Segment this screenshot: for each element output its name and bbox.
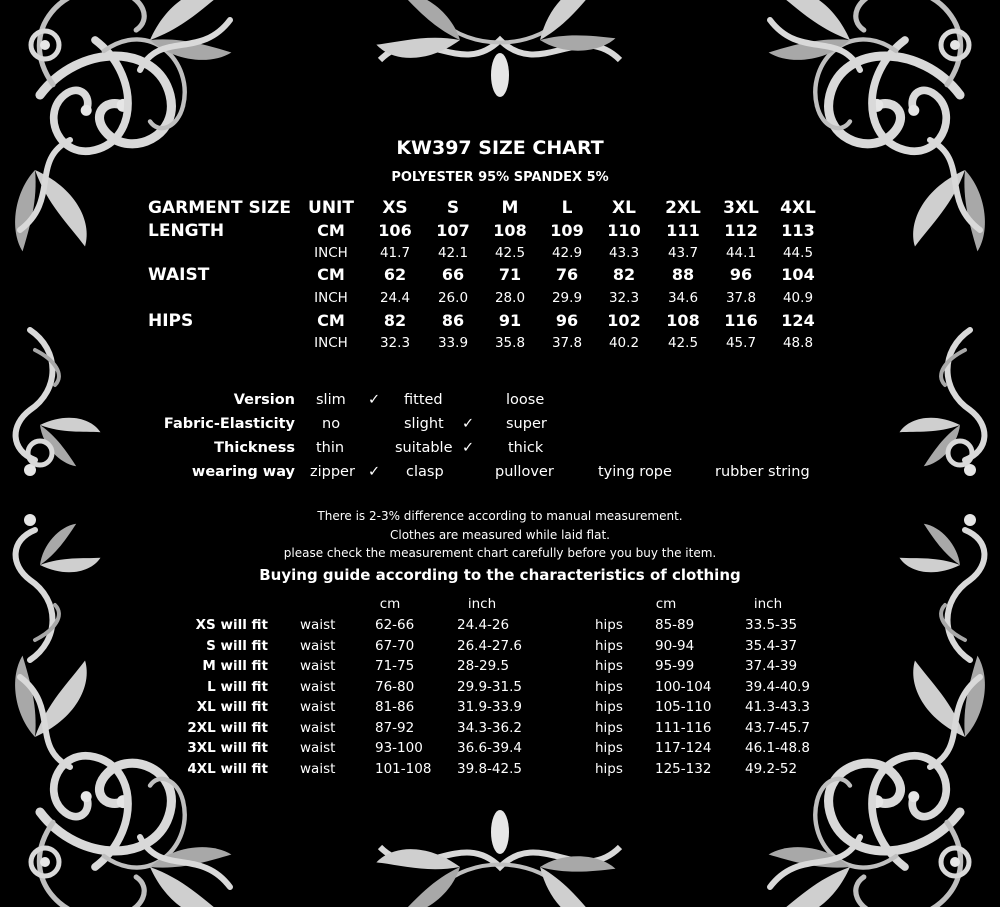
guide-header-inch: inch (467, 596, 497, 612)
guide-waist-cm: 76-80 (375, 678, 415, 695)
guide-waist-cm: 67-70 (375, 637, 415, 654)
inch-value: 42.5 (667, 335, 699, 351)
guide-part-waist: waist (300, 760, 336, 777)
guide-part-waist: waist (300, 740, 336, 756)
note-line: please check the measurement chart carefully before you buy the item. (283, 546, 717, 560)
cm-value: 113 (781, 221, 815, 240)
cm-value: 102 (607, 311, 641, 330)
guide-part-hips: hips (595, 719, 623, 736)
inch-value: 48.8 (782, 335, 814, 351)
guide-hips-inch: 49.2-52 (745, 760, 798, 777)
unit-inch: INCH (314, 335, 348, 351)
guide-part-waist: waist (300, 678, 336, 695)
guide-fit-label: 2XL will fit (187, 719, 268, 736)
characteristic-option: pullover (495, 464, 554, 480)
characteristic-option: suitable (395, 440, 453, 456)
header-size: L (561, 198, 573, 218)
inch-value: 42.1 (437, 245, 469, 261)
guide-part-hips: hips (595, 678, 623, 695)
guide-fit-label: L will fit (207, 678, 268, 695)
characteristic-label: Thickness (214, 440, 295, 456)
inch-value: 26.0 (437, 290, 469, 306)
characteristic-label: wearing way (191, 464, 295, 480)
guide-fit-label: XL will fit (196, 699, 268, 715)
characteristic-label: Version (233, 392, 295, 408)
material-label: POLYESTER 95% SPANDEX 5% (391, 170, 609, 185)
header-size: XS (382, 198, 408, 218)
guide-part-hips: hips (595, 637, 623, 654)
header-size: 3XL (723, 198, 759, 218)
guide-part-waist: waist (300, 719, 336, 736)
cm-value: 110 (607, 221, 641, 240)
inch-value: 33.9 (437, 335, 469, 351)
guide-hips-inch: 35.4-37 (745, 637, 798, 654)
measurement-label: HIPS (148, 311, 194, 331)
inch-value: 43.7 (667, 245, 699, 261)
cm-value: 116 (724, 311, 758, 330)
cm-value: 96 (555, 311, 579, 330)
cm-value: 106 (378, 221, 412, 240)
inch-value: 34.6 (667, 290, 699, 306)
checkmark-icon: ✓ (462, 440, 475, 456)
guide-hips-inch: 39.4-40.9 (745, 678, 810, 695)
guide-hips-cm: 95-99 (655, 658, 695, 674)
inch-value: 43.3 (608, 245, 640, 261)
characteristic-option: zipper (310, 464, 355, 480)
inch-value: 44.5 (782, 245, 814, 261)
cm-value: 82 (612, 265, 636, 284)
checkmark-icon: ✓ (368, 464, 381, 480)
unit-inch: INCH (314, 290, 348, 306)
cm-value: 104 (781, 265, 815, 284)
cm-value: 66 (441, 265, 465, 284)
buying-guide-title: Buying guide according to the characteristics of clothing (259, 566, 741, 584)
cm-value: 96 (729, 265, 753, 284)
guide-waist-inch: 31.9-33.9 (457, 699, 522, 715)
header-size: XL (612, 198, 636, 218)
guide-waist-cm: 101-108 (375, 760, 432, 777)
unit-cm: CM (317, 311, 345, 330)
inch-value: 32.3 (379, 335, 411, 351)
measurement-label: WAIST (148, 265, 210, 285)
guide-header-inch: inch (753, 596, 783, 612)
characteristic-option: rubber string (715, 464, 810, 480)
guide-hips-cm: 111-116 (655, 719, 712, 736)
unit-cm: CM (317, 221, 345, 240)
guide-part-hips: hips (595, 740, 623, 756)
header-size: S (446, 198, 460, 218)
characteristic-option: tying rope (598, 464, 672, 480)
guide-hips-cm: 105-110 (655, 699, 712, 715)
inch-value: 35.8 (494, 335, 526, 351)
guide-waist-inch: 39.8-42.5 (457, 760, 522, 777)
guide-waist-cm: 93-100 (375, 740, 423, 756)
guide-waist-cm: 81-86 (375, 699, 415, 715)
cm-value: 112 (724, 221, 758, 240)
guide-hips-cm: 117-124 (655, 740, 712, 756)
characteristic-option: clasp (406, 464, 444, 480)
cm-value: 111 (666, 221, 700, 240)
cm-value: 108 (493, 221, 527, 240)
guide-hips-inch: 37.4-39 (745, 658, 798, 674)
characteristic-option: loose (506, 392, 545, 408)
inch-value: 45.7 (725, 335, 757, 351)
guide-fit-label: S will fit (206, 637, 268, 654)
inch-value: 24.4 (379, 290, 411, 306)
inch-value: 42.5 (494, 245, 526, 261)
characteristic-option: no (322, 416, 341, 432)
guide-waist-inch: 28-29.5 (457, 658, 510, 674)
header-unit: UNIT (308, 198, 354, 218)
guide-waist-inch: 36.6-39.4 (457, 740, 522, 756)
characteristic-option: slight (404, 416, 444, 432)
guide-hips-cm: 125-132 (655, 760, 712, 777)
inch-value: 42.9 (551, 245, 583, 261)
header-garment-size: GARMENT SIZE (148, 198, 291, 218)
inch-value: 37.8 (725, 290, 757, 306)
guide-hips-inch: 33.5-35 (745, 617, 798, 633)
inch-value: 29.9 (551, 290, 583, 306)
cm-value: 88 (671, 265, 695, 284)
inch-value: 44.1 (725, 245, 757, 261)
inch-value: 41.7 (379, 245, 411, 261)
guide-hips-inch: 43.7-45.7 (745, 719, 810, 736)
unit-inch: INCH (314, 245, 348, 261)
guide-hips-inch: 41.3-43.3 (745, 699, 810, 715)
guide-part-waist: waist (300, 617, 336, 633)
guide-header-cm: cm (379, 596, 401, 612)
characteristic-option: super (506, 416, 547, 432)
cm-value: 86 (441, 311, 465, 330)
cm-value: 82 (383, 311, 407, 330)
checkmark-icon: ✓ (368, 392, 381, 408)
inch-value: 28.0 (494, 290, 526, 306)
note-line: Clothes are measured while laid flat. (390, 528, 610, 542)
cm-value: 62 (383, 265, 407, 284)
guide-part-waist: waist (300, 658, 336, 674)
cm-value: 91 (498, 311, 522, 330)
cm-value: 71 (498, 265, 522, 284)
guide-waist-cm: 87-92 (375, 719, 415, 736)
inch-value: 40.2 (608, 335, 640, 351)
cm-value: 124 (781, 311, 815, 330)
guide-hips-cm: 85-89 (655, 617, 695, 633)
guide-fit-label: 3XL will fit (187, 740, 268, 756)
guide-hips-cm: 100-104 (655, 678, 712, 695)
inch-value: 40.9 (782, 290, 814, 306)
guide-waist-cm: 62-66 (375, 617, 415, 633)
chart-title: KW397 SIZE CHART (396, 137, 604, 159)
guide-part-hips: hips (595, 658, 623, 674)
cm-value: 108 (666, 311, 700, 330)
guide-part-hips: hips (595, 699, 623, 715)
guide-part-waist: waist (300, 699, 336, 715)
guide-hips-cm: 90-94 (655, 637, 695, 654)
guide-fit-label: 4XL will fit (187, 760, 268, 777)
guide-waist-cm: 71-75 (375, 658, 415, 674)
guide-waist-inch: 34.3-36.2 (457, 719, 522, 736)
guide-part-hips: hips (595, 760, 623, 777)
guide-waist-inch: 24.4-26 (457, 617, 510, 633)
cm-value: 76 (555, 265, 579, 284)
inch-value: 37.8 (551, 335, 583, 351)
guide-fit-label: XS will fit (195, 617, 268, 633)
guide-fit-label: M will fit (202, 658, 268, 674)
guide-part-waist: waist (300, 637, 336, 654)
guide-hips-inch: 46.1-48.8 (745, 740, 810, 756)
inch-value: 32.3 (608, 290, 640, 306)
characteristic-label: Fabric-Elasticity (163, 416, 295, 432)
checkmark-icon: ✓ (462, 416, 475, 432)
measurement-label: LENGTH (148, 221, 225, 241)
unit-cm: CM (317, 265, 345, 284)
guide-part-hips: hips (595, 617, 623, 633)
header-size: 4XL (780, 198, 816, 218)
guide-header-cm: cm (655, 596, 677, 612)
characteristic-option: thin (316, 440, 345, 456)
guide-waist-inch: 29.9-31.5 (457, 678, 522, 695)
header-size: 2XL (665, 198, 701, 218)
cm-value: 107 (436, 221, 470, 240)
guide-waist-inch: 26.4-27.6 (457, 637, 522, 654)
characteristic-option: fitted (404, 392, 443, 408)
cm-value: 109 (550, 221, 584, 240)
characteristic-option: slim (316, 392, 346, 408)
note-line: There is 2-3% difference according to manual measurement. (317, 509, 683, 523)
characteristic-option: thick (508, 440, 544, 456)
header-size: M (501, 198, 519, 218)
